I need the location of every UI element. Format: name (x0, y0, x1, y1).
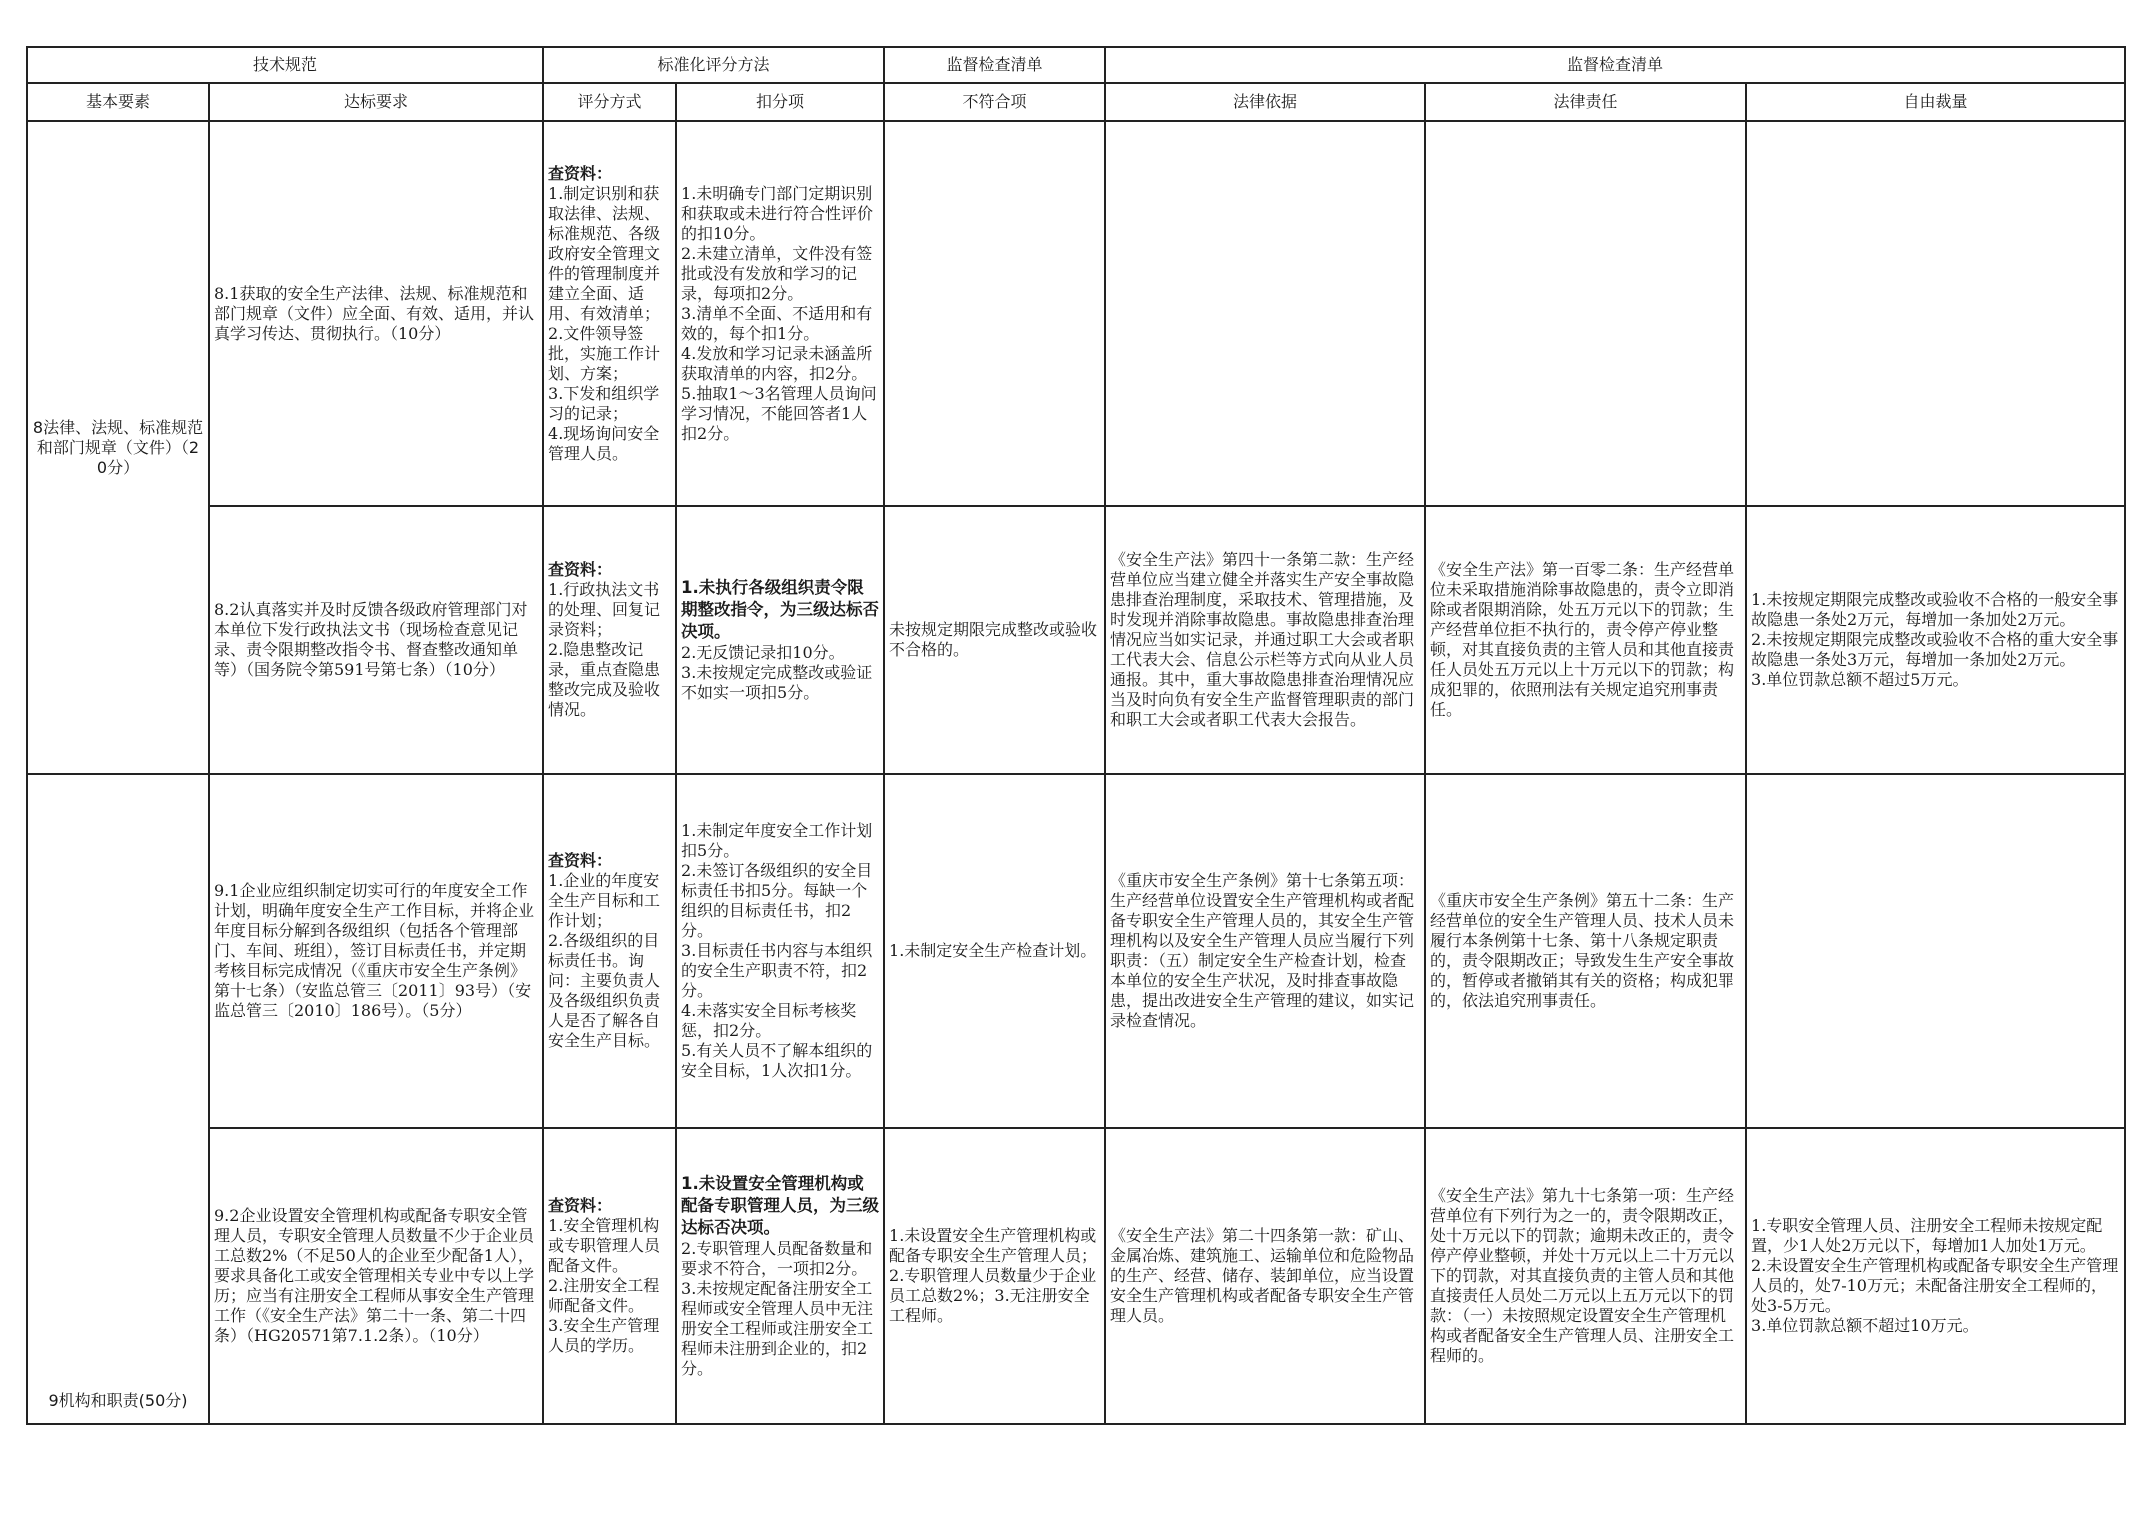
method-cell (543, 121, 676, 506)
law-cell: 《重庆市安全生产条例》第十七条第五项：生产经营单位设置安全生产管理机构或者配备专职安全生产管理人员的，其安全生产管理机构以及安全生产管理人员应当履行下列职责：（五）制定安全生产检查计划，检查本单位的安全生产状况，及时排查事故隐患，提出改进安全生产管理的建议，如实记录检查情况。 (1105, 774, 1425, 1128)
disc-cell (1746, 1128, 2125, 1424)
deduct-line: 2.专职管理人员配备数量和要求不符合，一项扣2分。 (681, 1239, 873, 1278)
method-line: 1.行政执法文书的处理、回复记录资料； (548, 580, 661, 639)
disc-line: 2.未设置安全生产管理机构或配备专职安全生产管理人员的，处7-10万元；未配备注册安全工程师的，处3-5万元。 (1751, 1256, 2119, 1315)
method-line: 4.现场询问安全管理人员。 (548, 423, 660, 463)
liab-cell (1425, 121, 1746, 506)
col-header-nonconf: 不符合项 (884, 83, 1105, 121)
method-cell (543, 1128, 676, 1424)
table-row (27, 506, 2125, 774)
disc-cell (1746, 506, 2125, 774)
disc-cell (1746, 774, 2125, 1128)
liab-cell: 《安全生产法》第九十七条第一项：生产经营单位有下列行为之一的，责令限期改正，处十万元以下的罚款；逾期未改正的，责令停产停业整顿，并处十万元以上二十万元以下的罚款，对其直接负责的主管人员和其他直接责任人员处二万元以上五万元以下的罚款：（一）未按照规定设置安全生产管理机构或者配备安全生产管理人员、注册安全工程师的。 (1425, 1128, 1746, 1424)
group-header-check2: 监督检查清单 (1105, 47, 2125, 83)
col-header-disc: 自由裁量 (1746, 83, 2125, 121)
deduct-line: 4.未落实安全目标考核奖惩，扣2分。 (681, 1001, 857, 1040)
disc-line: 3.单位罚款总额不超过10万元。 (1751, 1316, 1979, 1335)
disc-line: 3.单位罚款总额不超过5万元。 (1751, 670, 1969, 689)
group-header-check1: 监督检查清单 (884, 47, 1105, 83)
col-header-law: 法律依据 (1105, 83, 1425, 121)
deduct-cell (676, 774, 884, 1128)
col-header-method: 评分方式 (543, 83, 676, 121)
liab-cell: 《安全生产法》第一百零二条：生产经营单位未采取措施消除事故隐患的，责令立即消除或者限期消除，处五万元以下的罚款；生产经营单位拒不执行的，责令停产停业整顿，对其直接负责的主管人员和其他直接责任人员处五万元以上十万元以下的罚款；构成犯罪的，依照刑法有关规定追究刑事责任。 (1425, 506, 1746, 774)
col-header-deduct: 扣分项 (676, 83, 884, 121)
col-header-basic: 基本要素 (27, 83, 209, 121)
req-cell: 9.2企业设置安全管理机构或配备专职安全管理人员，专职安全管理人员数量不少于企业员工总数2%（不足50人的企业至少配备1人），要求具备化工或安全管理相关专业中专以上学历；应当有注册安全工程师从事安全生产管理工作（《安全生产法》第二十一条、第二十四条）（HG20571第7.1.2条）。（10分） (209, 1128, 543, 1424)
method-line: 2.注册安全工程师配备文件。 (548, 1276, 660, 1315)
deduct-line: 1.未明确专门部门定期识别和获取或未进行符合性评价的扣10分。 (681, 183, 874, 243)
col-header-liab: 法律责任 (1425, 83, 1746, 121)
req-cell: 8.2认真落实并及时反馈各级政府管理部门对本单位下发行政执法文书（现场检查意见记录、责令限期整改指令书、督查整改通知单等）（国务院令第591号第七条）（10分） (209, 506, 543, 774)
deduct-line: 3.清单不全面、不适用和有效的，每个扣1分。 (681, 303, 873, 343)
disc-line: 1.未按规定期限完成整改或验收不合格的一般安全事故隐患一条处2万元，每增加一条加处2万元。 (1751, 590, 2119, 629)
method-line: 2.隐患整改记录，重点查隐患整改完成及验收情况。 (548, 640, 661, 719)
deduct-cell (676, 1128, 884, 1424)
deduct-line: 2.未签订各级组织的安全目标责任书扣5分。每缺一个组织的目标责任书，扣2分。 (681, 861, 873, 940)
method-line: 1.制定识别和获取法律、法规、标准规范、各级政府安全管理文件的管理制度并建立全面、适用、有效清单； (548, 183, 661, 323)
table-row (27, 121, 2125, 506)
law-cell: 《安全生产法》第四十一条第二款：生产经营单位应当建立健全并落实生产安全事故隐患排查治理制度，采取技术、管理措施，及时发现并消除事故隐患。事故隐患排查治理情况应当如实记录，并通过职工大会或者职工代表大会、信息公示栏等方式向从业人员通报。其中，重大事故隐患排查治理情况应当及时向负有安全生产监督管理职责的部门和职工大会或者职工代表大会报告。 (1105, 506, 1425, 774)
nonconf-cell: 未按规定期限完成整改或验收不合格的。 (884, 506, 1105, 774)
method-line: 3.下发和组织学习的记录； (548, 383, 660, 423)
disc-line: 2.未按规定期限完成整改或验收不合格的重大安全事故隐患一条处3万元，每增加一条加处2万元。 (1751, 630, 2119, 669)
deduct-cell (676, 506, 884, 774)
method-line: 3.安全生产管理人员的学历。 (548, 1316, 660, 1355)
deduct-line: 3.目标责任书内容与本组织的安全生产职责不符，扣2分。 (681, 941, 873, 1000)
req-cell: 9.1企业应组织制定切实可行的年度安全工作计划，明确年度安全生产工作目标，并将企业年度目标分解到各级组织（包括各个管理部门、车间、班组），签订目标责任书，并定期考核目标完成情况（《重庆市安全生产条例》第十七条）（安监总管三〔2011〕93号）（安监总管三〔2010〕186号）。（5分） (209, 774, 543, 1128)
nonconf-cell: 1.未设置安全生产管理机构或配备专职安全生产管理人员；2.专职管理人员数量少于企业员工总数2%；3.无注册安全工程师。 (884, 1128, 1105, 1424)
group-header-tech: 技术规范 (27, 47, 543, 83)
method-cell (543, 774, 676, 1128)
deduct-cell (676, 121, 884, 506)
deduct-line: 5.抽取1～3名管理人员询问学习情况，不能回答者1人扣2分。 (681, 383, 877, 443)
group-header-score: 标准化评分方法 (543, 47, 884, 83)
req-cell: 8.1获取的安全生产法律、法规、标准规范和部门规章（文件）应全面、有效、适用，并认真学习传达、贯彻执行。（10分） (209, 121, 543, 506)
deduct-line: 3.未按规定配备注册安全工程师或安全管理人员中无注册安全工程师或注册安全工程师未注册到企业的，扣2分。 (681, 1279, 874, 1378)
law-cell (1105, 121, 1425, 506)
method-head: 查资料： (548, 163, 613, 183)
disc-line: 1.专职安全管理人员、注册安全工程师未按规定配置，少1人处2万元以下，每增加1人加处1万元。 (1751, 1216, 2103, 1255)
basic-element-8: 8法律、法规、标准规范和部门规章（文件）（20分） (27, 121, 209, 774)
method-head: 查资料： (548, 1196, 613, 1215)
law-cell: 《安全生产法》第二十四条第一款：矿山、金属冶炼、建筑施工、运输单位和危险物品的生产、经营、储存、装卸单位，应当设置安全生产管理机构或者配备专职安全生产管理人员。 (1105, 1128, 1425, 1424)
method-head: 查资料： (548, 560, 613, 579)
method-line: 2.各级组织的目标责任书。询问：主要负责人及各级组织负责人是否了解各自安全生产目标。 (548, 931, 661, 1050)
method-line: 2.文件领导签批，实施工作计划、方案； (548, 323, 661, 383)
method-cell (543, 506, 676, 774)
liab-cell: 《重庆市安全生产条例》第五十二条：生产经营单位的安全生产管理人员、技术人员未履行本条例第十七条、第十八条规定职责的，责令限期改正；导致发生生产安全事故的，暂停或者撤销其有关的资格；构成犯罪的，依法追究刑事责任。 (1425, 774, 1746, 1128)
deduct-line: 5.有关人员不了解本组织的安全目标，1人次扣1分。 (681, 1041, 873, 1080)
deduct-veto-line: 1.未执行各级组织责令限期整改指令，为三级达标否决项。 (681, 578, 880, 641)
table-row (27, 1128, 2125, 1424)
nonconf-cell (884, 121, 1105, 506)
deduct-line: 3.未按规定完成整改或验证不如实一项扣5分。 (681, 663, 873, 702)
column-header-row (27, 83, 2125, 121)
standards-table (26, 46, 2126, 1425)
method-line: 1.企业的年度安全生产目标和工作计划； (548, 871, 661, 930)
deduct-line: 4.发放和学习记录未涵盖所获取清单的内容，扣2分。 (681, 343, 873, 383)
disc-cell (1746, 121, 2125, 506)
table-row (27, 774, 2125, 1128)
deduct-line: 2.无反馈记录扣10分。 (681, 643, 845, 662)
method-line: 1.安全管理机构或专职管理人员配备文件。 (548, 1216, 661, 1275)
deduct-line: 1.未制定年度安全工作计划扣5分。 (681, 821, 873, 860)
basic-element-9: 9机构和职责(50分) (27, 774, 209, 1424)
method-head: 查资料： (548, 851, 613, 870)
deduct-line: 2.未建立清单，文件没有签批或没有发放和学习的记录，每项扣2分。 (681, 243, 873, 303)
nonconf-cell: 1.未制定安全生产检查计划。 (884, 774, 1105, 1128)
col-header-req: 达标要求 (209, 83, 543, 121)
deduct-veto-line: 1.未设置安全管理机构或配备专职管理人员，为三级达标否决项。 (681, 1174, 880, 1237)
group-header-row (27, 47, 2125, 83)
